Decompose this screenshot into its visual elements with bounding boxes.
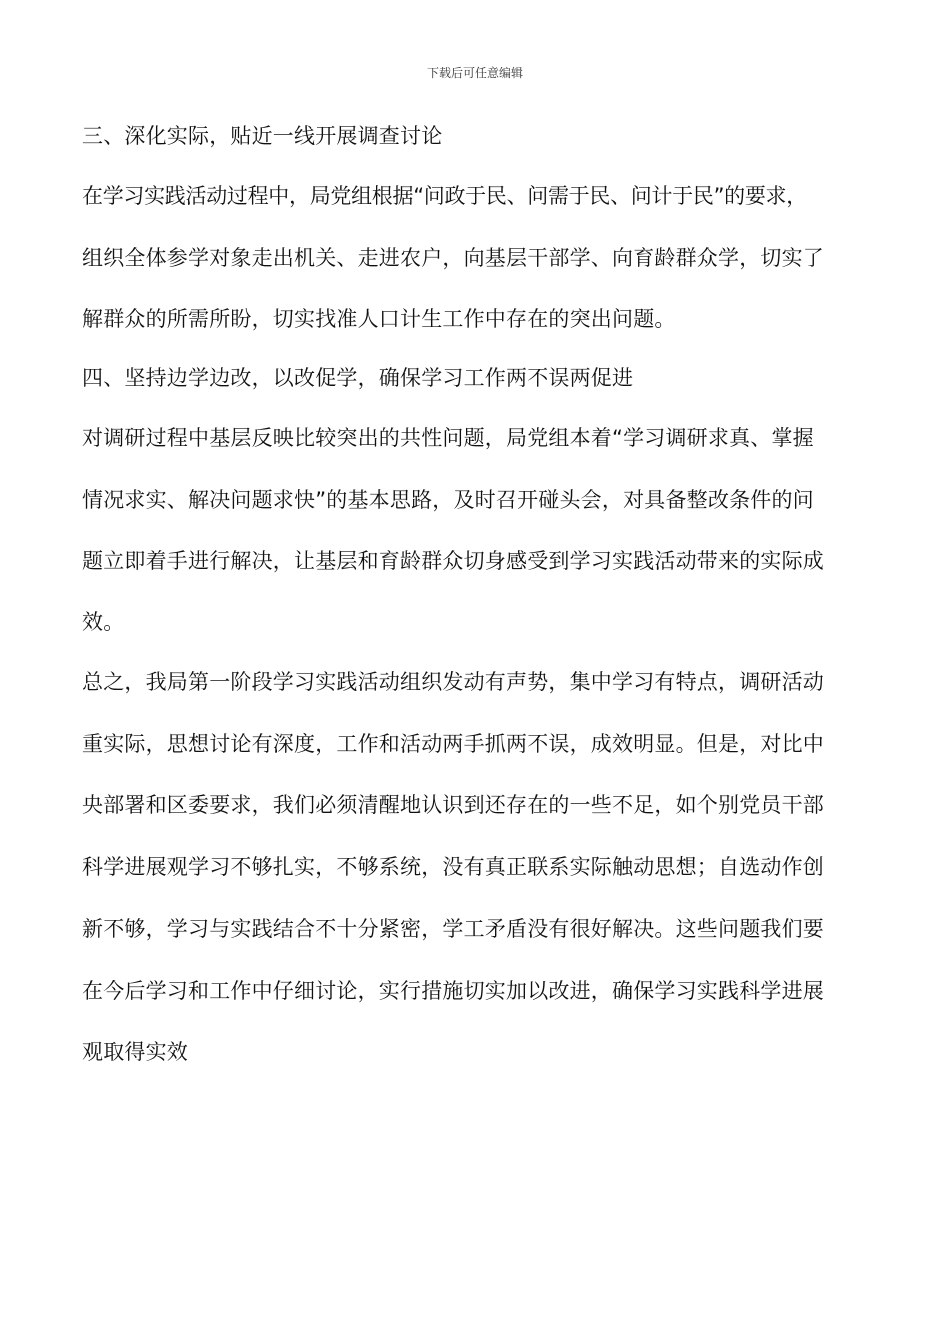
paragraph-line: 组织全体参学对象走出机关、走进农户，向基层干部学、向育龄群众学，切实了 [82, 246, 824, 270]
page-header: 下载后可任意编辑 [426, 66, 523, 80]
paragraph-line: 新不够，学习与实践结合不十分紧密，学工矛盾没有很好解决。这些问题我们要 [82, 917, 824, 941]
paragraph-line: 总之，我局第一阶段学习实践活动组织发动有声势，集中学习有特点，调研活动 [82, 670, 824, 694]
paragraph-line: 重实际，思想讨论有深度，工作和活动两手抓两不误，成效明显。但是，对比中 [82, 732, 824, 756]
section-heading-4: 四、坚持边学边改，以改促学，确保学习工作两不误两促进 [82, 366, 634, 390]
paragraph-line: 在学习实践活动过程中，局党组根据“问政于民、问需于民、问计于民”的要求， [82, 184, 807, 208]
paragraph-line: 效。 [82, 610, 125, 634]
paragraph-line: 题立即着手进行解决，让基层和育龄群众切身感受到学习实践活动带来的实际成 [82, 549, 824, 573]
paragraph-line: 解群众的所需所盼，切实找准人口计生工作中存在的突出问题。 [82, 307, 676, 331]
paragraph-line: 情况求实、解决问题求快”的基本思路，及时召开碰头会，对具备整改条件的问 [82, 488, 814, 512]
paragraph-line: 观取得实效 [82, 1040, 188, 1064]
paragraph-line: 科学进展观学习不够扎实，不够系统，没有真正联系实际触动思想；自选动作创 [82, 855, 824, 879]
paragraph-line: 在今后学习和工作中仔细讨论，实行措施切实加以改进，确保学习实践科学进展 [82, 979, 824, 1003]
paragraph-line: 对调研过程中基层反映比较突出的共性问题，局党组本着“学习调研求真、掌握 [82, 426, 814, 450]
paragraph-line: 央部署和区委要求，我们必须清醒地认识到还存在的一些不足，如个别党员干部 [82, 793, 824, 817]
section-heading-3: 三、深化实际，贴近一线开展调查讨论 [82, 124, 443, 148]
